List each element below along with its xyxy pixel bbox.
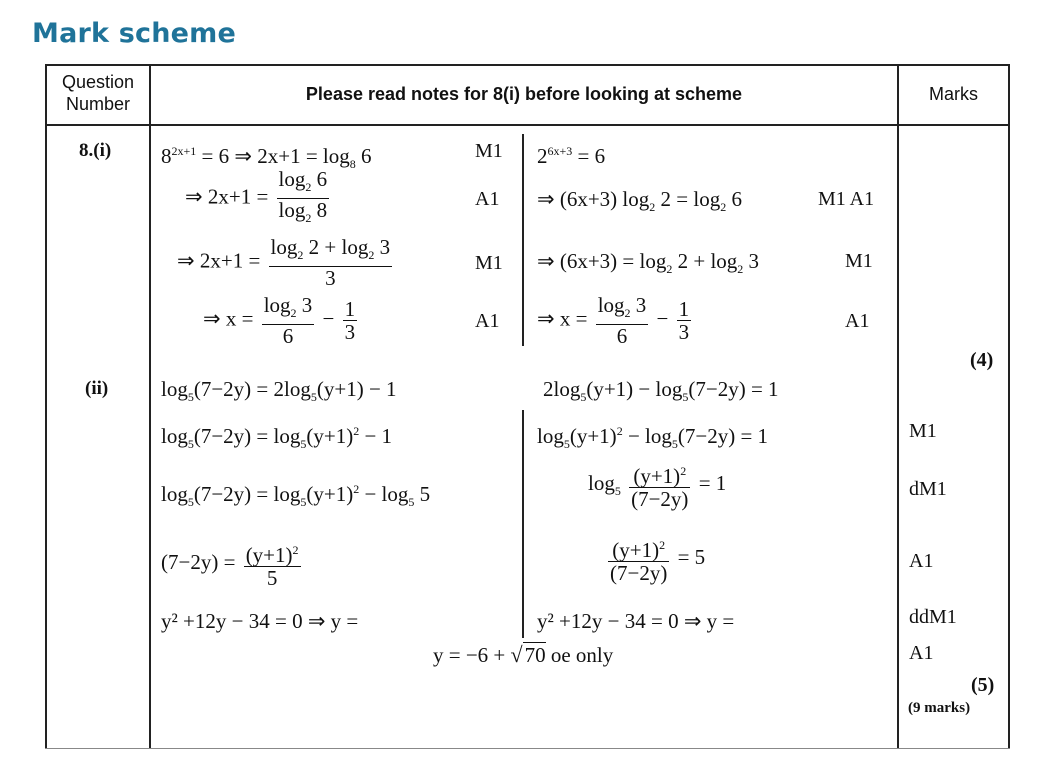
part-ii-right-step-5: y² +12y − 34 = 0 ⇒ y = bbox=[537, 609, 735, 633]
part-i-left-step-4: ⇒ x = $\frac{\log_2 3}{6}$ − $\frac{1}{3}$ bbox=[203, 293, 356, 349]
part-i-right-mark-1: M1 A1 bbox=[818, 188, 875, 210]
part-i-right-mark-3: A1 bbox=[845, 310, 870, 332]
column-divider-1 bbox=[149, 64, 151, 748]
part-ii-mark-3: A1 bbox=[909, 550, 934, 572]
question-label-8i: 8.(i) bbox=[79, 140, 112, 161]
part-i-left-mark-3: M1 bbox=[475, 252, 503, 274]
header-instruction: Please read notes for 8(i) before looking at scheme bbox=[305, 84, 743, 104]
column-divider-2 bbox=[897, 64, 899, 748]
part-ii-right-step-4: $\frac{(y+1)^2}{(7-2y)}$ = 5 bbox=[605, 534, 705, 584]
part-i-right-step-4: ⇒ x = $\frac{\log_2 3}{6}$ − $\frac{1}{3}$ bbox=[537, 293, 690, 349]
part-ii-left-step-5: y² +12y − 34 = 0 ⇒ y = bbox=[161, 609, 359, 633]
part-i-left-step-1: $8^{2x+1} = 6$ ⇒ $2x+1 = \log_8 6$ bbox=[161, 144, 372, 172]
part-ii-method-divider bbox=[522, 410, 524, 638]
page-title: Mark scheme bbox=[32, 18, 237, 49]
part-ii-final-answer: y = −6 + √70 oe only bbox=[433, 642, 614, 667]
part-ii-mark-4: ddM1 bbox=[909, 606, 957, 628]
part-i-left-mark-1: M1 bbox=[475, 140, 503, 162]
part-ii-left-step-2: $\log_5(7-2y) = \log_5(y+1)^2 - 1$ bbox=[161, 424, 393, 452]
part-ii-mark-1: M1 bbox=[909, 420, 937, 442]
part-ii-right-step-1: $2\log_5(y+1) - \log_5(7-2y) = 1$ bbox=[543, 377, 779, 405]
part-i-left-mark-2: A1 bbox=[475, 188, 500, 210]
part-ii-mark-5: A1 bbox=[909, 642, 934, 664]
part-i-right-step-3: ⇒ $(6x+3) = \log_2 2 + \log_2 3$ bbox=[537, 249, 760, 277]
header-marks: Marks bbox=[929, 84, 978, 104]
part-ii-right-step-2: $\log_5(y+1)^2 - \log_5(7-2y) = 1$ bbox=[537, 424, 769, 452]
table-bottom-border bbox=[45, 748, 1010, 749]
part-ii-total: (5) bbox=[971, 674, 995, 696]
part-i-right-mark-2: M1 bbox=[845, 250, 873, 272]
part-i-method-divider bbox=[522, 134, 524, 346]
part-i-right-step-2: ⇒ (6x+3) $\log_2 2 = \log_2 6$ bbox=[537, 187, 742, 215]
final-answer-suffix: oe only bbox=[550, 643, 614, 667]
header-question-number: Question Number bbox=[61, 72, 135, 114]
table-left-border bbox=[45, 64, 47, 748]
part-ii-left-step-1: $\log_5(7-2y) = 2\log_5(y+1) - 1$ bbox=[161, 377, 397, 405]
table-right-border bbox=[1008, 64, 1010, 748]
part-ii-left-step-3: $\log_5(7-2y) = \log_5(y+1)^2 - \log_5 5$ bbox=[161, 482, 431, 510]
question-label-ii: (ii) bbox=[85, 378, 109, 399]
grand-total: (9 marks) bbox=[908, 700, 971, 716]
part-i-left-mark-4: A1 bbox=[475, 310, 500, 332]
part-ii-left-step-4: (7−2y) = $\frac{(y+1)^2}{5}$ bbox=[161, 539, 304, 589]
part-ii-mark-2: dM1 bbox=[909, 478, 947, 500]
part-i-left-step-2: ⇒ 2x+1 = $\frac{\log_2 6}{\log_2 8}$ bbox=[185, 167, 328, 226]
table-top-border bbox=[45, 64, 1010, 66]
part-i-total: (4) bbox=[970, 349, 994, 371]
part-ii-right-step-3: $\log_5$ $\frac{(y+1)^2}{(7-2y)}$ = 1 bbox=[588, 460, 726, 510]
mark-scheme-table bbox=[45, 64, 1010, 754]
part-i-left-step-3: ⇒ 2x+1 = $\frac{\log_2 2 + \log_2 3}{3}$ bbox=[177, 235, 391, 291]
part-i-right-step-1: $2^{6x+3} = 6$ bbox=[537, 144, 606, 168]
header-bottom-border bbox=[45, 124, 1010, 126]
